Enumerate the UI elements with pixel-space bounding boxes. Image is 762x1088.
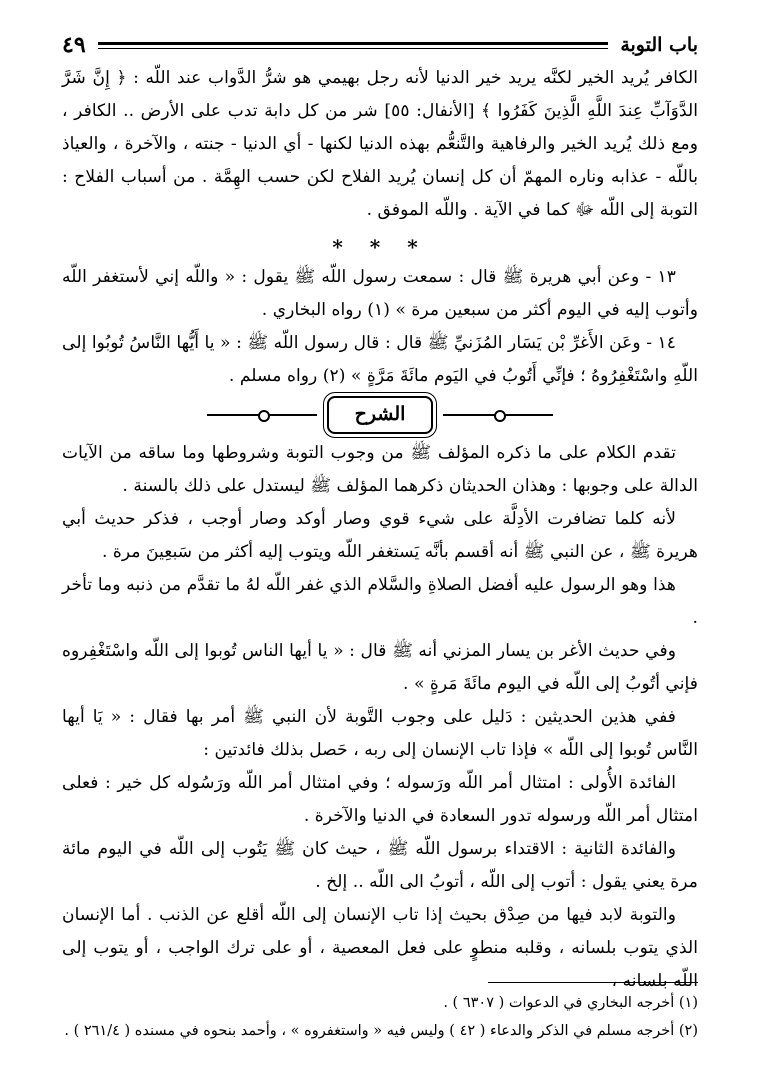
explanation-paragraph: الفائدة الأُولى : امتثال أمر اللّه ورَسوله ؛ وفي امتثال أمر اللّه ورَسُوله كل خير : فعلى امتثال أمر اللّه ورسوله تدور السعادة في الدنيا والآخرة . <box>62 773 698 826</box>
explanation-paragraph: ففي هذين الحديثين : دَليل على وجوب التَّوبة لأن النبي ﷺ أمر بها فقال : « يَا أيها النَّاس تُوبوا إلى اللّه » فإذا تاب الإنسان إلى ربه ، حَصل بذلك فائدتين : <box>62 707 698 760</box>
footnote-rule <box>488 982 698 983</box>
intro-paragraph: الكافر يُريد الخير لكنَّه يريد خير الدنيا لأنه رجل بهيمي هو شرُّ الدَّواب عند اللّه : ﴿ إِنَّ شَرَّ الدَّوَآبِّ عِندَ اللَّهِ الَّذِينَ كَفَرُوا ﴾ [الأنفال: ٥٥] شر من كل دابة تدب على الأرض .. الكافر ، ومع ذلك يُريد الخير والرفاهية والتَّنعُّم بهذه الدنيا لكنها - أي الدنيا - جنته ، والآخرة ، والعياذ باللّه - عذابه وناره المهمّ أن كل إنسان يُريد الفلاح لكن حسب الهِمَّة . من أسباب الفلاح : التوبة إلى اللّه ﷻ كما في الآية . واللّه الموفق . <box>62 68 698 220</box>
footnote-1: (١) أخرجه البخاري في الدعوات ( ٦٣٠٧ ) . <box>443 995 698 1011</box>
sharh-label: الشرح <box>327 396 434 434</box>
header-rule <box>98 42 609 49</box>
page-number: ٤٩ <box>62 32 86 58</box>
page-header <box>62 28 698 62</box>
section-separator: * * * <box>332 235 428 259</box>
hadith-14: ١٤ - وعَن الأَغرِّ بْن يَسَار المُزَنيِّ ﷺ قال : قال رسول اللّه ﷺ : « يا أَيُّها النَّاسُ تُوبُوا إلى اللّهِ واسْتَغْفِرُوهُ ؛ فإنِّي أَتُوبُ في اليَوم مائَةَ مَرَّةٍ » (٢) رواه مسلم . <box>62 333 698 386</box>
footnote-2: (٢) أخرجه مسلم في الذكر والدعاء ( ٤٢ ) وليس فيه « واستغفروه » ، وأحمد بنحوه في مسنده ( ٢٦١/٤ ) . <box>64 1023 698 1039</box>
sharh-heading <box>62 395 698 435</box>
hadith-13: ١٣ - وعن أبي هريرة ﷺ قال : سمعت رسول اللّه ﷺ يقول : « واللّه إني لأستغفر اللّه وأتوب إليه في اليوم أكثر من سبعين مرة » (١) رواه البخاري . <box>62 267 698 320</box>
explanation-paragraph: لأنه كلما تضافرت الأدِلَّة على شيء قوي وصار أوكد وصار أوجب ، فذكر حديث أبي هريرة ﷺ ، عن النبي ﷺ أنه أقسم بأنَّه يَستغفر اللّه ويتوب إليه أكثر من سَبعِينَ مرة . <box>62 509 698 562</box>
chapter-title: باب التوبة <box>620 34 698 56</box>
footnotes <box>62 982 698 1045</box>
explanation-paragraph: والتوبة لابد فيها من صِدْق بحيث إذا تاب الإنسان إلى اللّه أقلع عن الذنب . أما الإنسان الذي يتوب بلسانه ، وقلبه منطوٍ على فعل المعصية ، أو على ترك الواجب ، أو يتوب إلى اللّه بلسانه ، <box>62 905 698 991</box>
explanation-paragraph: تقدم الكلام على ما ذكره المؤلف ﷺ من وجوب التوبة وشروطها وما ساقه من الآيات الدالة على وجوبها : وهذان الحديثان ذكرهما المؤلف ﷺ ليستدل على ذلك بالسنة . <box>62 443 698 496</box>
explanation-paragraph: هذا وهو الرسول عليه أفضل الصلاةِ والسَّلام الذي غفر اللّه لهُ ما تقدَّم من ذنبه وما تأخر . <box>62 575 698 628</box>
ornament-left <box>207 410 317 420</box>
explanation-paragraph: وفي حديث الأغر بن يسار المزني أنه ﷺ قال : « يا أيها الناس تُوبوا إلى اللّه واسْتَغْفِروه فإني أتُوبُ إلى اللّه في اليوم مائَةَ مَرةٍ » . <box>62 641 698 694</box>
explanation-paragraph: والفائدة الثانية : الاقتداء برسول اللّه ﷺ ، حيث كان ﷺ يَتُوب إلى اللّه في اليوم مائة مرة يعني يقول : أتوب إلى اللّه ، أتوبُ الى اللّه .. إلخ . <box>62 839 698 892</box>
ornament-right <box>443 410 553 420</box>
